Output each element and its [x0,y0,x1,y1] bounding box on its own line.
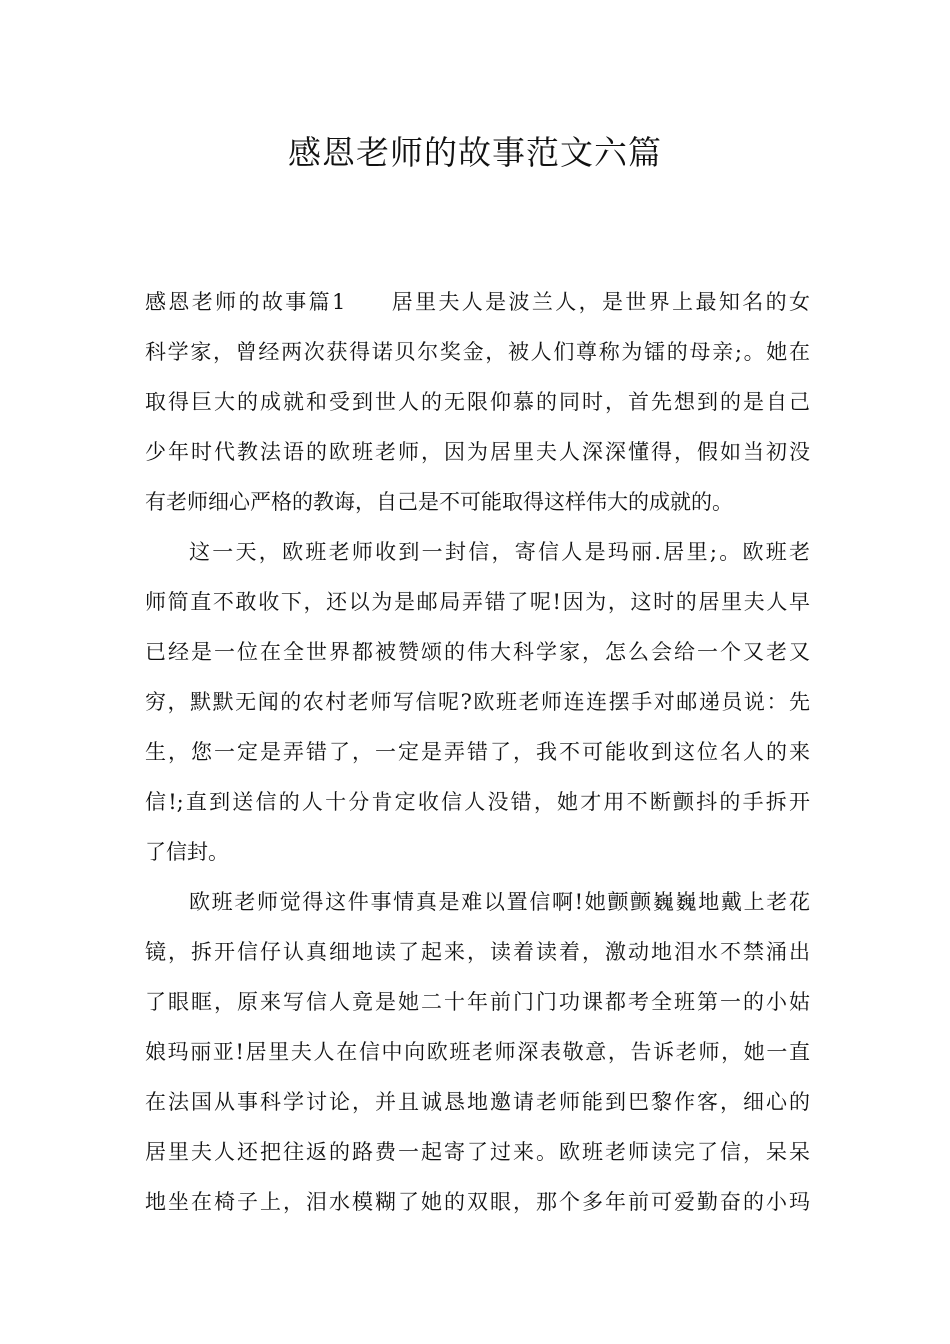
document-title: 感恩老师的故事范文六篇 [288,133,662,172]
line-text: 居里夫人是波兰人，是世界上最知名的女 [389,290,810,314]
paragraph-line: 生，您一定是弄错了，一定是弄错了，我不可能收到这位名人的来 [145,740,810,764]
paragraph-line: 科学家，曾经两次获得诺贝尔奖金，被人们尊称为镭的母亲;。她在 [145,340,810,364]
paragraph-line: 已经是一位在全世界都被赞颂的伟大科学家，怎么会给一个又老又 [145,640,810,664]
paragraph-line: 在法国从事科学讨论，并且诚恳地邀请老师能到巴黎作客，细心的 [145,1090,810,1114]
paragraph-2 [145,527,810,877]
paragraph-line: 少年时代教法语的欧班老师，因为居里夫人深深懂得，假如当初没 [145,440,810,464]
section-heading: 感恩老师的故事篇1 [145,290,346,314]
paragraph-line: 了眼眶，原来写信人竟是她二十年前门门功课都考全班第一的小姑 [145,990,810,1014]
paragraph-line: 穷，默默无闻的农村老师写信呢?欧班老师连连摆手对邮递员说：先 [145,690,810,714]
document-body [145,277,810,1227]
paragraph-line: 取得巨大的成就和受到世人的无限仰慕的同时，首先想到的是自己 [145,390,810,414]
paragraph-line: 了信封。 [145,840,229,864]
paragraph-line: 镜，拆开信仔认真细地读了起来，读着读着，激动地泪水不禁涌出 [145,940,810,964]
paragraph-line: 娘玛丽亚!居里夫人在信中向欧班老师深表敬意，告诉老师，她一直 [145,1040,810,1064]
paragraph-3 [145,877,810,1227]
paragraph-line: 信!;直到送信的人十分肯定收信人没错，她才用不断颤抖的手拆开 [145,790,810,814]
paragraph-line: 欧班老师觉得这件事情真是难以置信啊!她颤颤巍巍地戴上老花 [189,890,810,914]
paragraph-line: 有老师细心严格的教诲，自己是不可能取得这样伟大的成就的。 [145,490,733,514]
paragraph-line: 这一天，欧班老师收到一封信，寄信人是玛丽.居里;。欧班老 [189,540,810,564]
paragraph-line [145,277,810,327]
paragraph-line: 居里夫人还把往返的路费一起寄了过来。欧班老师读完了信，呆呆 [145,1140,810,1164]
paragraph-line: 地坐在椅子上，泪水模糊了她的双眼，那个多年前可爱勤奋的小玛 [145,1190,810,1214]
paragraph-1 [145,277,810,527]
paragraph-line: 师简直不敢收下，还以为是邮局弄错了呢!因为，这时的居里夫人早 [145,590,810,614]
